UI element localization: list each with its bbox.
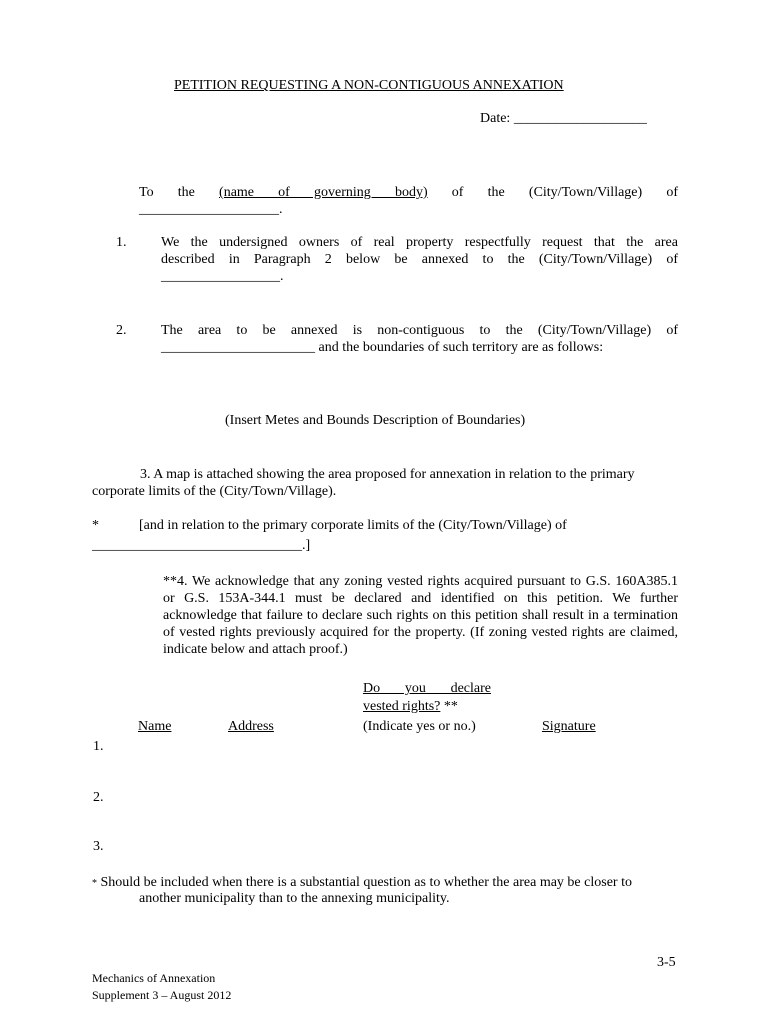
table-row-number: 2. — [93, 790, 104, 805]
salutation-blank: ____________________. — [139, 202, 283, 217]
salutation-line — [139, 184, 678, 201]
asterisk-mark: * — [92, 518, 99, 533]
paragraph-4: **4. We acknowledge that any zoning vested rights acquired pursuant to G.S. 160A385.1 or G.S. 153A-344.1 must be declared and identified on this petition. We further acknowledge that failure to declare such rights on this petition shall result in a termination of vested rights previously acquired for the property. (If zoning vested rights are claimed, indicate below and attach proof.) — [163, 574, 678, 657]
paragraph-2-number: 2. — [116, 323, 127, 338]
the-word: the — [177, 185, 195, 200]
footnote-text: Should be included when there is a substantial question as to whether the area may be closer to — [97, 875, 632, 890]
paragraph-2-line: ______________________ and the boundaries of such territory are as follows: — [161, 340, 604, 355]
vested-rights-header-line: (Indicate yes or no.) — [363, 719, 476, 734]
paragraph-3-line: corporate limits of the (City/Town/Village). — [92, 484, 337, 499]
document-title: PETITION REQUESTING A NON-CONTIGUOUS ANNEXATION — [174, 78, 564, 93]
footer-line: Mechanics of Annexation — [92, 971, 216, 985]
governing-body: (name of governing body) — [219, 185, 428, 200]
paragraph-2-line: The area to be annexed is non-contiguous to the (City/Town/Village) of — [161, 323, 678, 338]
of-word: of — [666, 185, 679, 200]
star-clause-line: [and in relation to the primary corporate limits of the (City/Town/Village) of — [139, 518, 567, 533]
paragraph-1-number: 1. — [116, 235, 127, 250]
double-asterisk: ** — [440, 699, 458, 714]
insert-boundaries-note: (Insert Metes and Bounds Description of Boundaries) — [225, 413, 526, 428]
footnote-line: another municipality than to the annexing municipality. — [139, 891, 450, 906]
star-clause-line: ______________________________.] — [92, 538, 311, 553]
to-word: To — [139, 185, 154, 200]
table-row-number: 3. — [93, 839, 104, 854]
signature-column-header: Signature — [542, 719, 596, 734]
footer-line: Supplement 3 – August 2012 — [92, 988, 232, 1002]
of-word: of — [451, 185, 464, 200]
page-number: 3-5 — [657, 955, 676, 970]
footnote-asterisk: * — [92, 878, 97, 889]
city-town-village: (City/Town/Village) — [528, 185, 643, 200]
vested-rights-header-line — [363, 698, 458, 715]
paragraph-3-line: 3. A map is attached showing the area proposed for annexation in relation to the primary — [140, 467, 635, 482]
vested-rights-header-line: Do you declare — [363, 681, 491, 696]
name-column-header: Name — [138, 719, 172, 734]
paragraph-1-line: described in Paragraph 2 below be annexed to the (City/Town/Village) of — [161, 252, 678, 267]
date-line: Date: ___________________ — [480, 111, 647, 126]
vested-rights-question: vested rights? — [363, 699, 441, 714]
paragraph-1-line: _________________. — [161, 269, 284, 284]
address-column-header: Address — [228, 719, 274, 734]
paragraph-1-line: We the undersigned owners of real property respectfully request that the area — [161, 235, 678, 250]
the-word: the — [487, 185, 505, 200]
table-row-number: 1. — [93, 739, 104, 754]
